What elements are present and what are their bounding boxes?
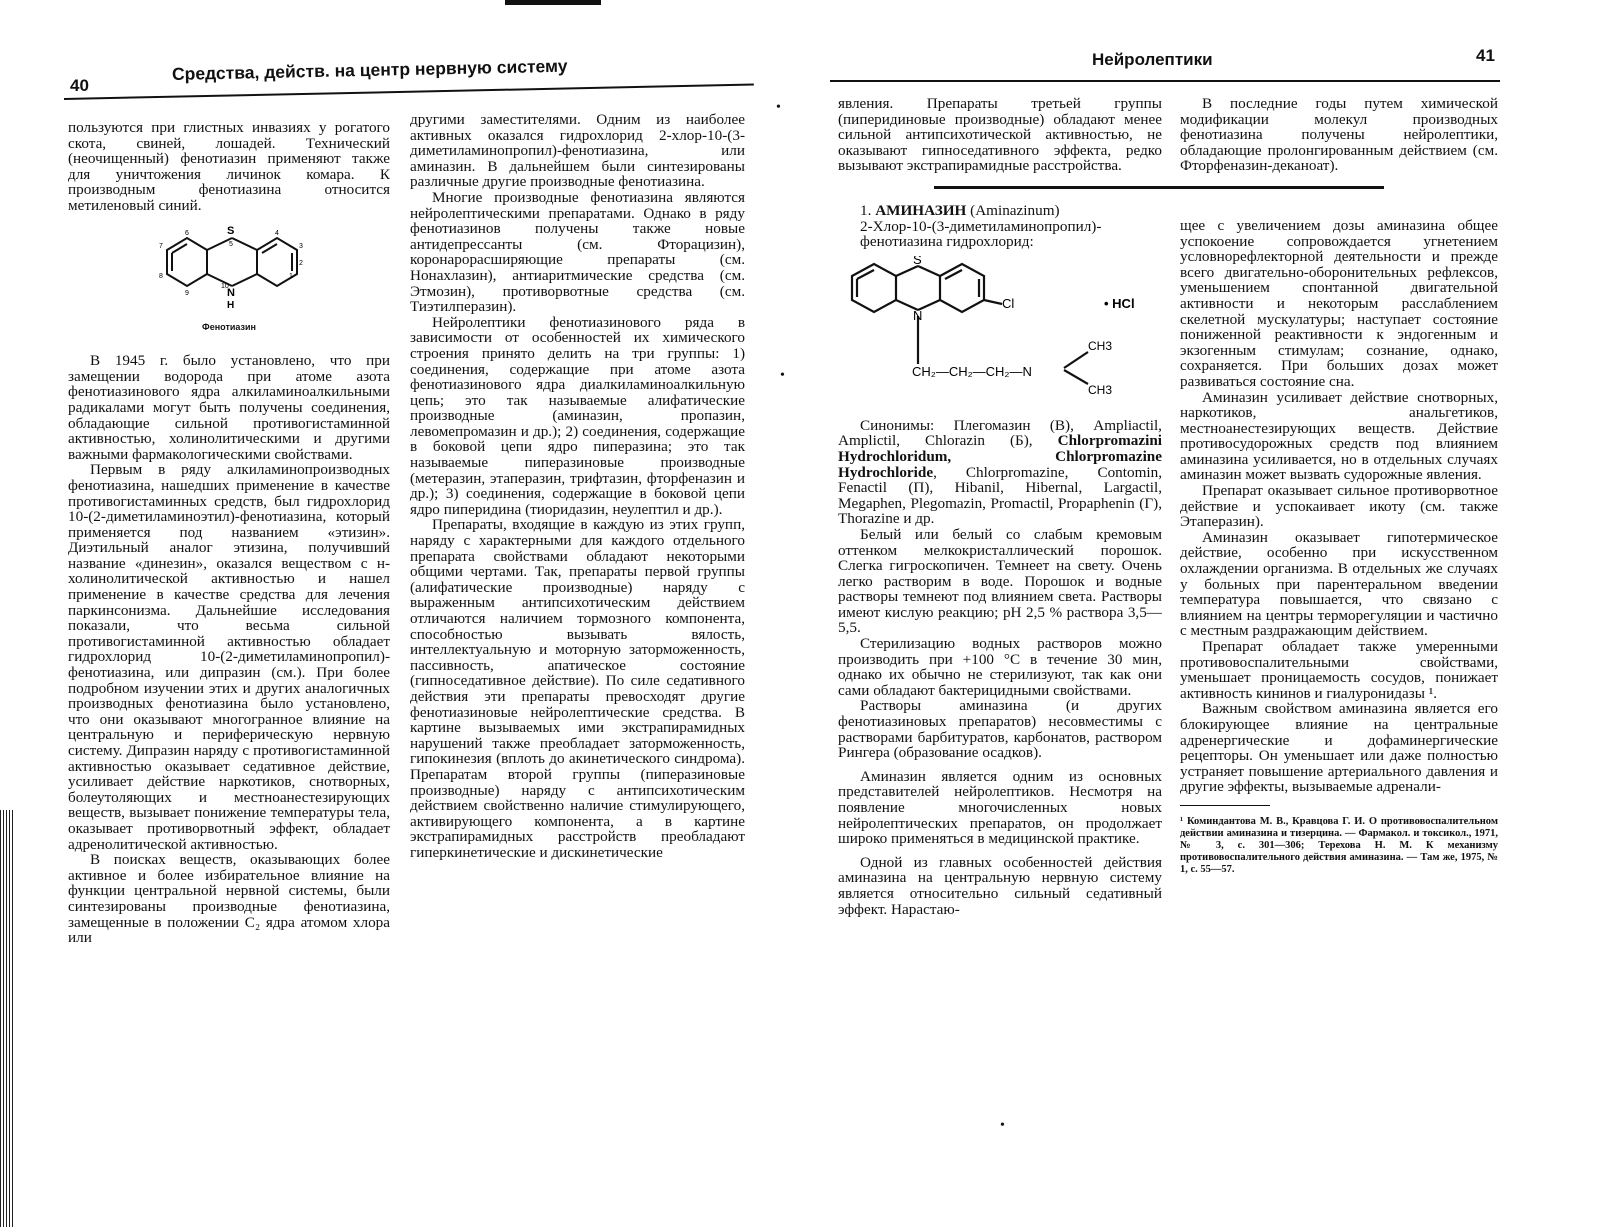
phenothiazine-structure: [139, 220, 319, 316]
ring-number: 3: [299, 242, 303, 250]
column-1: [68, 120, 390, 946]
methyl-group: CH3: [1088, 382, 1113, 397]
scan-mark: •: [776, 100, 781, 115]
footnote-rule: [1180, 805, 1270, 806]
synonyms-bold: Chlorpromazini Hydrochloridum, Chlorpromazine Hydrochloride: [838, 432, 1162, 481]
ring-number: 9: [185, 289, 189, 297]
paragraph: Аминазин оказывает гипотермическое действие, особенно при искусственном охлаждении организма. В отдельных же случаях у больных при парентеральном введении температура повышается, что связано с влиянием на центры терморегуляции и частично с местным раздражающим действием.: [1180, 528, 1498, 640]
synonyms-text: Плегомазин (В), Ampliactil, Amplictil, Chlorazin (Б),: [838, 416, 1162, 450]
chlorine-atom: Cl: [1002, 295, 1015, 311]
ring-number: 4: [275, 229, 279, 237]
paragraph: пользуются при глистных инвазиях у рогатого скота, свиней, лошадей. Технический (неочищенный) фенотиазин применяют также для уничтожения личинок комара. К производным фенотиазина относится метиленовый синий.: [68, 119, 390, 214]
paragraph: Аминазин усиливает действие снотворных, наркотиков, анальгетиков, местноанестезирующих веществ. Действие противосудорожных средств под влиянием аминазина усиливается, но в отдельных случаях аминазин может вызвать судорожные явления.: [1180, 388, 1498, 484]
ring-number: 6: [185, 229, 189, 237]
sulfur-atom: S: [913, 255, 922, 267]
column-gap: [1180, 174, 1498, 218]
paragraph: Препараты, входящие в каждую из этих групп, наряду с характерными для каждого отдельного препарата свойствами обладают некоторыми общими чертами. Так, препараты первой группы (алифатические производные) наряду с выраженным антипсихотическим действием отличаются наличием тормозного компонента, способностью вызывать вялость, интеллектуальную и моторную заторможенность, пассивность, апатическое состояние (гипноседативное действие). По силе седативного действия эти препараты превосходят другие фенотиазиновые нейролептические средства. В картине вызываемых ими экстрапирамидных нарушений также преобладает заторможенность, гипокинезия (вплоть до акинетического синдрома). Препаратам второй группы (пиперазиновые производные) наряду с антипсихотическим действием свойственно наличие стимулирующего, активирующего компонента, а в картине экстрапирамидных расстройств преобладают гиперкинетические и дискинетические: [410, 516, 745, 861]
column-3: [838, 96, 1162, 917]
header-rule-right: [830, 80, 1500, 82]
paragraph: другими заместителями. Одним из наиболее активных оказался гидрохлорид 2-хлор-10-(3-диметиламинопропил)-фенотиазина, или аминазин. В дальнейшем были синтезированы различные другие производные фенотиазина.: [410, 111, 745, 191]
left-page: [0, 0, 795, 1227]
paragraph: В последние годы путем химической модификации молекул производных фенотиазина получены нейролептики, обладающие пролонгированным действием (см. Фторфеназин-деканоат).: [1180, 95, 1498, 175]
paragraph: Первым в ряду алкиламинопроизводных фенотиазина, нашедших применение в качестве противогистаминных средств, был гидрохлорид 10-(2-диметиламиноэтил)-фенотиазина, который применяется под названием «этизин». Диэтильный аналог этизина, получивший название «динезин», оказался веществом с н-холинолитической активностью и нашел применение в качестве средства для лечения паркинсонизма. Дальнейшие исследования показали, что весьма сильной противогистаминной активностью обладает гидрохлорид 10-(2-диметиламинопропил)-фенотиазина, или дипразин (см.). При более подробном изучении этих и других аналогичных производных фенотиазина было установлено, что они оказывают многогранное влияние на центральную и периферическую нервную систему. Дипразин наряду с противогистаминной активностью оказывает седативное действие, усиливает действие наркотиков, снотворных, болеутоляющих и местноанестезирующих веществ, вызывает понижение температуры тела, оказывает противорвотный эффект, обладает адренолитической активностью.: [68, 461, 390, 853]
paragraph: Препарат оказывает сильное противорвотное действие и успокаивает икоту (см. также Этаперазин).: [1180, 482, 1498, 531]
aminazine-structure: [842, 256, 1142, 414]
paragraph: Аминазин является одним из основных представителей нейролептиков. Несмотря на появление многочисленных новых нейролептических препаратов, он продолжает широко применяться в медицинской практике.: [838, 767, 1162, 848]
methyl-group: CH3: [1088, 338, 1113, 353]
ring-number: 8: [159, 272, 163, 280]
paragraph: Стерилизацию водных растворов можно производить при +100 °C в течение 30 мин, однако их обычно не стерилизуют, так как они сами обладают бактерицидными свойствами.: [838, 635, 1162, 699]
paragraph: В 1945 г. было установлено, что при замещении водорода при атоме азота фенотиазинового ядра алкиламиноалкильными радикалами могут быть получены соединения, обладающие сильной противогистаминной активностью, холинолитическими и другими важными фармакологическими свойствами.: [68, 352, 390, 463]
chemical-name: 2-Хлор-10-(3-диметиламинопропил)-фенотиазина гидрохлорид:: [860, 217, 1102, 251]
column-4: [1180, 96, 1498, 876]
ring-number: 5: [229, 240, 233, 248]
footnote: ¹ Коминдантова М. В., Кравцова Г. И. О противовоспалительном действии аминазина и тизерцина. — Фармакол. и токсикол., 1971, № 3, с. 301—306; Терехова Н. М. К механизму противовоспалительного действия аминазина. — Там же, 1975, № 1, с. 55—57.: [1180, 815, 1498, 875]
paragraph: Растворы аминазина (и других фенотиазиновых препаратов) несовместимы с растворами барбитуратов, карбонатов, раствором Рингера (образование осадков).: [838, 697, 1162, 762]
ring-number: 10: [221, 282, 229, 290]
header-rule-left: [64, 84, 754, 100]
paragraph: Препарат обладает также умеренными противовоспалительными свойствами, уменьшает проницаемость сосудов, понижает активность кининов и гиалуронидазы ¹.: [1180, 638, 1498, 702]
running-head-left: Средства, действ. на центр нервную систему: [171, 55, 568, 84]
synonyms-label: Синонимы:: [860, 416, 954, 434]
entry-number: 1.: [860, 201, 872, 219]
figure-caption: Фенотиазин: [202, 321, 256, 332]
page-number-right: 41: [1476, 46, 1495, 65]
synonyms: [838, 418, 1162, 527]
paragraph: Нейролептики фенотиазинового ряда в зависимости от особенностей их химического строения принято делить на три группы: 1) соединения, содержащие при атоме азота фенотиазинового ядра диалкиламиноалкильную цепь; это так называемые алифатические производные (аминазин, пропазин, левомепромазин и др.); 2) соединения, содержащие в боковой цепи ядро пиперазина; это так называемые пиперазиновые производные (метеразин, этаперазин, трифтазин, фторфеназин и др.); 3) соединения, содержащие в боковой цепи ядро пиперидина (тиоридазин, неулептил и др.).: [410, 313, 745, 518]
paragraph: Одной из главных особенностей действия аминазина на центральную нервную систему является относительно сильный седативный эффект. Нарастаю-: [838, 853, 1162, 918]
ring-number: 7: [159, 242, 163, 250]
nitrogen-atom: N: [913, 307, 923, 323]
entry-title: АМИНАЗИН: [875, 201, 967, 219]
nitrogen-atom: N: [227, 286, 235, 299]
entry-latin-name: (Aminazinum): [970, 201, 1060, 219]
paragraph: Важным свойством аминазина является его блокирующее влияние на центральные адренергические и дофаминергические рецепторы. Он уменьшает или даже полностью устраняет повышение артериального давления и другие эффекты, вызываемые адренали-: [1180, 700, 1498, 796]
paragraph: явления. Препараты третьей группы (пиперидиновые производные) обладают менее сильной антипсихотической активностью, не оказывают гипноседативного эффекта, редко вызывают экстрапирамидные расстройства.: [838, 95, 1162, 175]
ring-number: 2: [299, 259, 303, 267]
scan-mark: •: [1000, 1118, 1005, 1133]
right-page: [830, 0, 1600, 1227]
ring-number: 1: [289, 272, 293, 280]
synonyms-text: , Chlorpromazine, Contomin, Fenactil (П), Hibanil, Hibernal, Largactil, Megaphen, Plegomazin, Promactil, Propaphenin (Г), Thorazine и др.: [838, 463, 1162, 528]
side-chain: CH₂—CH₂—CH₂—N: [912, 363, 1032, 379]
sulfur-atom: S: [227, 224, 235, 237]
page-number-left: 40: [70, 76, 89, 95]
paragraph: В поисках веществ, оказывающих более активное и более избирательное влияние на функции центральной нервной системы, были синтезированы производные фенотиазина, замещенные в положении C₂ ядра атомом хлора или: [68, 851, 390, 947]
running-head-right: Нейролептики: [1092, 50, 1213, 69]
hydrogen-atom: H: [227, 299, 235, 311]
scan-mark: •: [780, 368, 785, 383]
column-2: [410, 112, 745, 861]
paragraph: Многие производные фенотиазина являются нейролептическими препаратами. Однако в ряду фенотиазинов получены также новые антидепрессанты (см. Фторацизин), коронарорасширяющие препараты (см. Нонахлазин), антиаритмические средства (см. Этмозин), противорвотные средства (см. Тиэтилперазин).: [410, 188, 745, 316]
paragraph: щее с увеличением дозы аминазина общее успокоение сопровождается угнетением условнорефлекторной деятельности и прежде всего двигательно-оборонительных рефлексов, уменьшением спонтанной двигательной активности и некоторым расслаблением скелетной мускулатуры; наступает состояние пониженной реактивности к эндогенным и экзогенным стимулам; сознание, однако, сохраняется. При больших дозах может развиваться состояние сна.: [1180, 216, 1498, 390]
paragraph: Белый или белый со слабым кремовым оттенком мелкокристаллический порошок. Слегка гигроскопичен. Темнеет на свету. Очень легко растворим в воде. Порошок и водные растворы темнеют под влиянием света. Растворы имеют кислую реакцию; pH 2,5 % раствора 3,5—5,5.: [838, 525, 1162, 637]
hydrochloride-label: • HCl: [1104, 295, 1135, 311]
